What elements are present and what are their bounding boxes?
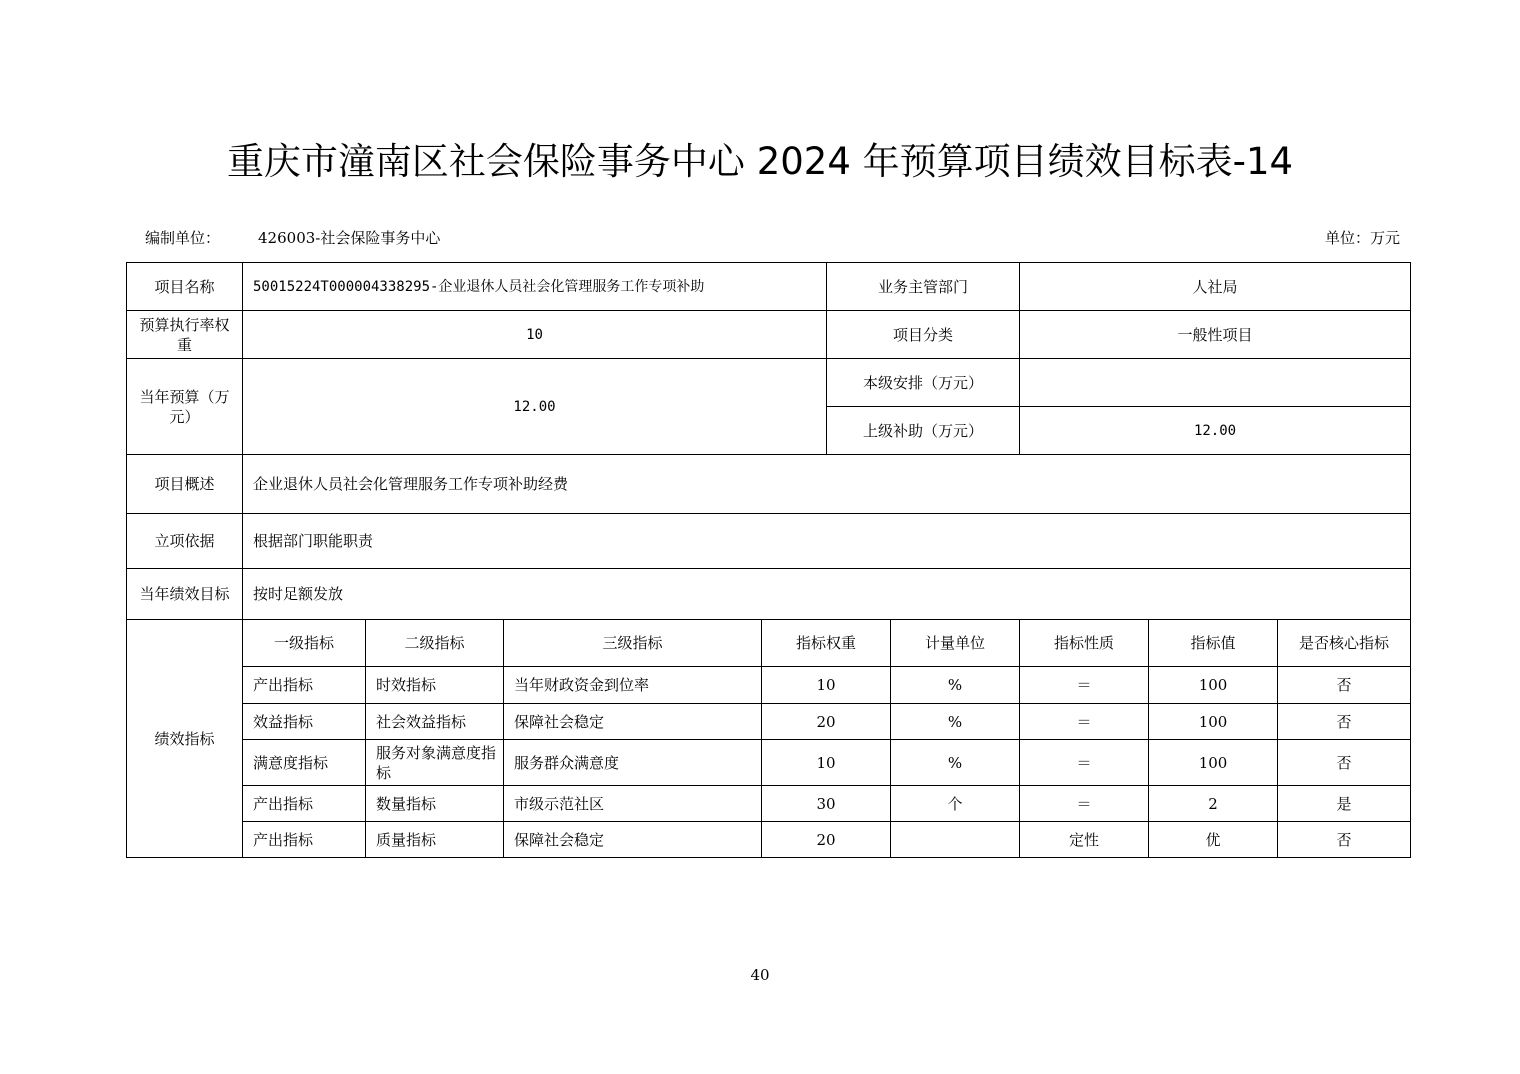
perf-header-cell: 三级指标 <box>504 620 762 667</box>
perf-cell: 定性 <box>1020 822 1149 858</box>
perf-cell: % <box>891 740 1020 786</box>
perf-header-row <box>127 620 1411 667</box>
perf-cell: 当年财政资金到位率 <box>504 667 762 704</box>
perf-cell: 效益指标 <box>243 704 366 740</box>
basis-value: 根据部门职能职责 <box>243 514 1411 569</box>
perf-header-cell: 指标值 <box>1149 620 1278 667</box>
table-row <box>127 704 1411 740</box>
perf-cell: % <box>891 667 1020 704</box>
performance-table <box>126 262 1411 858</box>
exec-rate-value: 10 <box>243 311 827 359</box>
overview-label: 项目概述 <box>127 455 243 514</box>
exec-rate-label: 预算执行率权重 <box>127 311 243 359</box>
perf-header-cell: 指标权重 <box>762 620 891 667</box>
table-row <box>127 740 1411 786</box>
superior-value: 12.00 <box>1020 407 1411 455</box>
perf-cell: 100 <box>1149 704 1278 740</box>
perf-cell: 否 <box>1278 822 1411 858</box>
compiling-unit <box>145 228 440 248</box>
overview-value: 企业退休人员社会化管理服务工作专项补助经费 <box>243 455 1411 514</box>
basis-label: 立项依据 <box>127 514 243 569</box>
perf-cell: 30 <box>762 786 891 822</box>
perf-cell: 产出指标 <box>243 667 366 704</box>
perf-cell: 否 <box>1278 704 1411 740</box>
compiling-unit-label: 编制单位： <box>145 229 221 247</box>
perf-cell: 市级示范社区 <box>504 786 762 822</box>
perf-cell: 保障社会稳定 <box>504 704 762 740</box>
perf-label: 绩效指标 <box>127 620 243 858</box>
perf-cell: 满意度指标 <box>243 740 366 786</box>
perf-cell: 优 <box>1149 822 1278 858</box>
perf-cell: 数量指标 <box>366 786 504 822</box>
table-row <box>127 822 1411 858</box>
budget-label: 当年预算（万元） <box>127 359 243 455</box>
perf-cell: 20 <box>762 704 891 740</box>
row-exec-rate <box>127 311 1411 359</box>
perf-cell: 是 <box>1278 786 1411 822</box>
perf-cell: 产出指标 <box>243 786 366 822</box>
table-row <box>127 667 1411 704</box>
page-number: 40 <box>750 966 770 984</box>
row-overview <box>127 455 1411 514</box>
perf-cell: 否 <box>1278 667 1411 704</box>
perf-cell: 100 <box>1149 740 1278 786</box>
row-goal <box>127 569 1411 620</box>
perf-cell: ＝ <box>1020 786 1149 822</box>
perf-cell: 个 <box>891 786 1020 822</box>
budget-value: 12.00 <box>243 359 827 455</box>
page-title: 重庆市潼南区社会保险事务中心 2024 年预算项目绩效目标表-14 <box>226 140 1294 183</box>
row-project-name <box>127 263 1411 311</box>
compiling-unit-value: 426003-社会保险事务中心 <box>258 229 441 247</box>
perf-cell: ＝ <box>1020 704 1149 740</box>
perf-cell: 20 <box>762 822 891 858</box>
perf-cell: 服务群众满意度 <box>504 740 762 786</box>
dept-value: 人社局 <box>1020 263 1411 311</box>
perf-cell: 时效指标 <box>366 667 504 704</box>
project-name-label: 项目名称 <box>127 263 243 311</box>
superior-label: 上级补助（万元） <box>827 407 1020 455</box>
table-row <box>127 786 1411 822</box>
row-budget-local <box>127 359 1411 407</box>
perf-header-cell: 是否核心指标 <box>1278 620 1411 667</box>
local-value <box>1020 359 1411 407</box>
perf-cell: 保障社会稳定 <box>504 822 762 858</box>
row-basis <box>127 514 1411 569</box>
perf-cell: 100 <box>1149 667 1278 704</box>
goal-value: 按时足额发放 <box>243 569 1411 620</box>
perf-header-cell: 二级指标 <box>366 620 504 667</box>
perf-cell: 产出指标 <box>243 822 366 858</box>
perf-header-cell: 指标性质 <box>1020 620 1149 667</box>
currency-unit: 单位：万元 <box>1324 229 1400 247</box>
perf-cell: ＝ <box>1020 667 1149 704</box>
perf-cell: 10 <box>762 667 891 704</box>
perf-cell: 服务对象满意度指标 <box>366 740 504 786</box>
perf-cell: % <box>891 704 1020 740</box>
perf-cell: 否 <box>1278 740 1411 786</box>
perf-header-cell: 计量单位 <box>891 620 1020 667</box>
goal-label: 当年绩效目标 <box>127 569 243 620</box>
dept-label: 业务主管部门 <box>827 263 1020 311</box>
category-label: 项目分类 <box>827 311 1020 359</box>
perf-cell: 质量指标 <box>366 822 504 858</box>
perf-cell: 10 <box>762 740 891 786</box>
category-value: 一般性项目 <box>1020 311 1411 359</box>
perf-cell: ＝ <box>1020 740 1149 786</box>
perf-cell: 2 <box>1149 786 1278 822</box>
project-name-value: 50015224T000004338295-企业退休人员社会化管理服务工作专项补助 <box>243 263 827 311</box>
perf-header-cell: 一级指标 <box>243 620 366 667</box>
local-label: 本级安排（万元） <box>827 359 1020 407</box>
perf-cell: 社会效益指标 <box>366 704 504 740</box>
perf-cell <box>891 822 1020 858</box>
